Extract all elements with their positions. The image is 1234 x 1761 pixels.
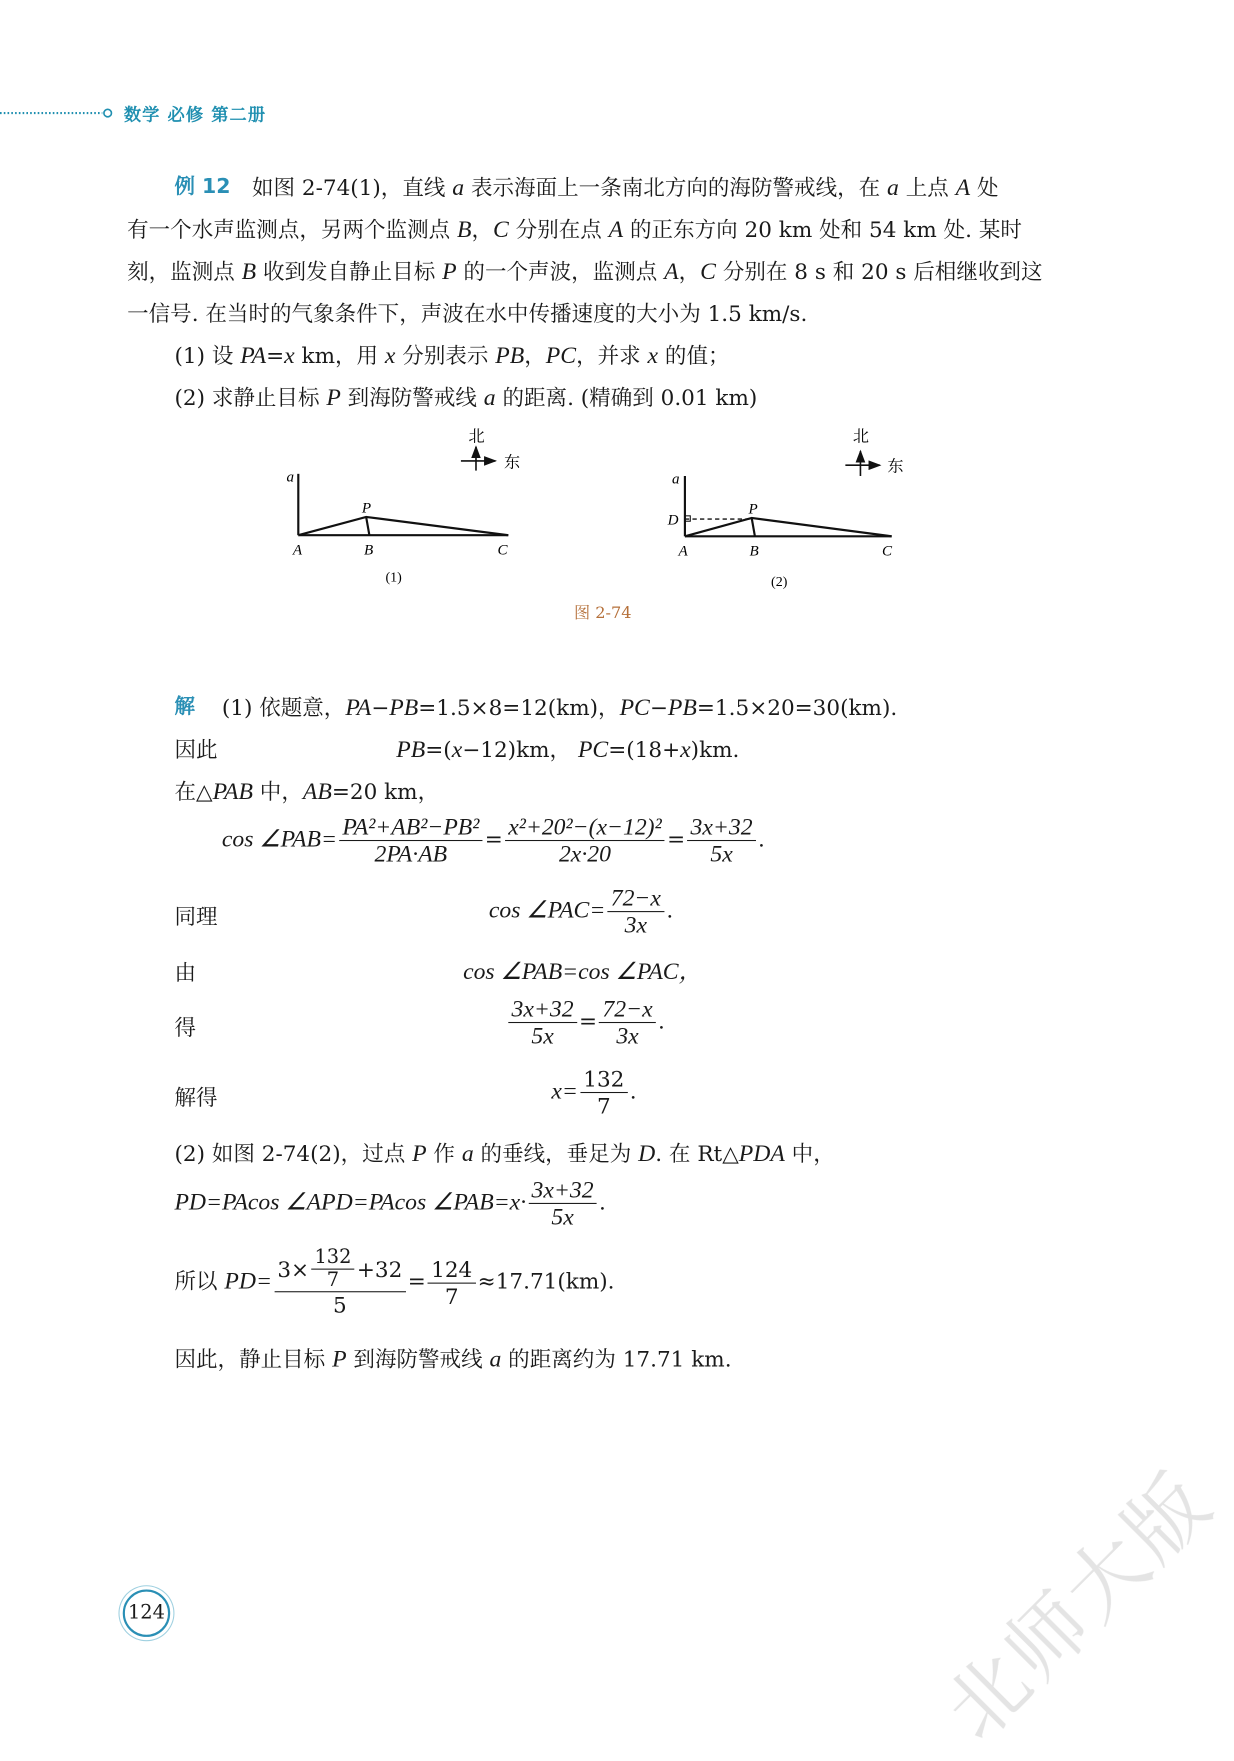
math-symbol: AB (302, 777, 332, 805)
numerator: 3x+32 (528, 1177, 597, 1204)
text-label: 所以 (174, 1268, 225, 1294)
solution-line (222, 690, 897, 721)
math-symbol: x (451, 735, 463, 763)
text-segment: 的值； (658, 342, 730, 369)
text-label: 由 (174, 959, 196, 986)
text-label: 同理 (174, 903, 218, 930)
math-symbol: PC (619, 693, 650, 721)
text-segment: = (266, 342, 285, 369)
fraction (580, 1066, 628, 1119)
text-segment: 的正东方向 20 km 处和 54 km 处. 某时 (623, 216, 1022, 243)
denominator: 5x (710, 839, 733, 867)
math-symbol: a (489, 1345, 502, 1372)
text-segment: 中， (784, 1140, 835, 1167)
label-D: D (667, 512, 679, 529)
east-label: 东 (503, 454, 521, 472)
text-segment: (2) 如图 2-74(2)，过点 (174, 1140, 413, 1167)
cos-pab: cos ∠PAB= (221, 824, 337, 852)
numerator: 72−x (599, 996, 656, 1023)
solution-line (174, 774, 439, 805)
subfigure-label-1: (1) (385, 570, 402, 586)
fraction (505, 814, 665, 867)
pd-expression: PD=PAcos ∠APD=PAcos ∠PAB=x· (174, 1187, 527, 1215)
math-symbol: A (608, 215, 624, 243)
text-segment: (1) 设 (174, 342, 241, 369)
figure-1 (298, 474, 508, 535)
numerator: x²+20²−(x−12)² (505, 814, 665, 841)
equality: cos ∠PAB=cos ∠PAC， (463, 957, 703, 985)
label-A: A (292, 542, 303, 559)
header-dotted-line (0, 106, 118, 121)
text-segment: 如图 2-74(1)，直线 (251, 174, 453, 201)
math-symbol: a (483, 383, 496, 411)
x-result: x= $\frac{132}{7}$ . (551, 1066, 637, 1119)
denominator: 3x (624, 911, 647, 938)
numerator: 132 (311, 1247, 354, 1270)
compass-icon-1 (461, 447, 495, 471)
fraction (687, 814, 756, 867)
cos-pac: cos ∠PAC= (488, 895, 606, 923)
text-segment: =1.5×20=30(km). (696, 694, 898, 721)
denominator: 5x (551, 1202, 574, 1230)
text-segment: 的距离. (精确到 0.01 km) (495, 384, 758, 411)
fraction (508, 996, 577, 1049)
text-segment: ， (471, 216, 494, 243)
text-segment: 表示海面上一条南北方向的海防警戒线，在 (464, 174, 888, 201)
text-segment: km，用 (294, 342, 385, 369)
east-label: 东 (887, 458, 904, 476)
text-segment: 因此，静止目标 (174, 1346, 333, 1372)
north-label: 北 (852, 428, 870, 446)
math-symbol: x (647, 341, 659, 369)
math-symbol: PC (577, 735, 609, 763)
text-segment: 分别在点 (508, 216, 609, 243)
text-segment: (1) 依题意， (221, 694, 346, 721)
denominator: 2PA·AB (374, 839, 448, 867)
solution-label: 解 (174, 694, 195, 719)
denominator: 7 (596, 1093, 611, 1119)
math-symbol: D (638, 1139, 656, 1167)
figure-caption: 图 2-74 (573, 603, 632, 623)
denominator: 5 (332, 1292, 347, 1319)
math-symbol: A (664, 257, 679, 285)
math-symbol: PC (545, 341, 577, 369)
numerator-part: +32 (356, 1256, 403, 1283)
segment-PB (366, 517, 369, 535)
text-label: 因此 (174, 736, 218, 763)
math-symbol: B (456, 215, 472, 243)
numerator (274, 1247, 405, 1292)
watermark: 北师大版 (927, 1454, 1231, 1758)
text-segment: 刻，监测点 (127, 258, 242, 285)
cos-pab-equation: cos ∠PAB= $\frac{\text{PA²+AB²−PB²}}{2PA\cdot AB}$ = $\frac{\text{x²+20²−(x−12)²}}{2x\cdot 20}$ = $\frac{3x+32}{5x}$ . (221, 813, 765, 867)
figure-2 (685, 476, 892, 536)
text-segment: =(18+ (608, 736, 681, 763)
text-segment: 分别在 8 s 和 20 s 后相继收到这 (715, 258, 1043, 285)
math-symbol: C (700, 257, 716, 285)
problem-line (127, 212, 1022, 243)
text-segment: − (649, 694, 668, 721)
label-a: a (671, 471, 680, 488)
text-segment: 作 (426, 1140, 462, 1167)
text-segment: 到海防警戒线 (346, 1346, 490, 1372)
numerator: PA²+AB²−PB² (339, 814, 483, 841)
math-symbol: C (493, 215, 509, 243)
math-symbol: P (326, 383, 341, 411)
north-label: 北 (468, 428, 485, 446)
math-symbol: PB (667, 693, 697, 721)
text-segment: 分别表示 (395, 342, 496, 369)
label-P: P (748, 501, 758, 518)
numerator: 3x+32 (508, 996, 577, 1023)
problem-question-2 (174, 380, 757, 411)
math-symbol: a (452, 173, 465, 201)
math-symbol: A (955, 173, 971, 201)
denominator: 7 (326, 1268, 340, 1292)
ratio-equation: $\frac{3x+32}{5x}$ = $\frac{72-x}{3x}$ . (506, 996, 665, 1049)
math-symbol: a (461, 1139, 474, 1167)
math-symbol: PA (345, 693, 372, 721)
text-segment: 到海防警戒线 (340, 384, 484, 411)
math-symbol: B (241, 257, 257, 285)
label-P: P (361, 500, 372, 517)
text-label: 得 (174, 1014, 196, 1041)
label-B: B (749, 543, 759, 560)
text-segment: =20 km， (331, 778, 440, 805)
math-symbol: PB (389, 693, 419, 721)
denominator: 5x (531, 1021, 554, 1049)
denominator: 3x (616, 1021, 639, 1049)
text-segment: 中， (252, 778, 303, 805)
fraction (274, 1247, 405, 1318)
fraction (607, 885, 664, 938)
text-segment: )km. (690, 736, 740, 763)
pd-equals: PD= (224, 1266, 272, 1294)
text-segment: 在△ (174, 778, 213, 805)
compass-icon-2 (845, 451, 879, 476)
text-segment: ， (678, 258, 701, 285)
header-title: 数学 必修 第二册 (123, 104, 267, 125)
numerator: 124 (428, 1256, 476, 1283)
math-symbol: x (384, 341, 396, 369)
cos-pac-equation: cos ∠PAC= $\frac{72-x}{3x}$ . (488, 884, 674, 938)
text-segment: 处 (970, 174, 999, 201)
denominator: 7 (444, 1283, 459, 1309)
math-symbol: P (332, 1345, 347, 1372)
text-segment: . 在 Rt△ (655, 1140, 739, 1167)
label-a: a (286, 469, 294, 486)
text-segment: − (371, 694, 390, 721)
text-label: 解得 (174, 1084, 218, 1111)
numerator: 132 (580, 1066, 628, 1093)
segments-AP-PC (298, 517, 508, 535)
text-segment: 有一个水声监测点，另两个监测点 (127, 216, 457, 243)
problem-line (127, 296, 807, 327)
problem-line (252, 170, 999, 201)
pd-result: 所以 PD= 3× $\frac{132}{7}$ +32 5 = $\frac{124}{7}$ ≈17.71(km). (174, 1245, 615, 1319)
figure-2-74 (269, 420, 937, 603)
label-C: C (497, 542, 508, 559)
solution-line (174, 1136, 834, 1167)
math-symbol: PAB (212, 777, 253, 805)
text-segment: 上点 (898, 174, 956, 201)
problem-question-1 (174, 338, 729, 369)
text-segment: 收到发自静止目标 (256, 258, 443, 285)
text-segment: =1.5×8=12(km)， (418, 694, 620, 721)
text-segment: 一信号. 在当时的气象条件下，声波在水中传播速度的大小为 1.5 km/s. (127, 300, 808, 327)
numerator: 3x+32 (687, 814, 756, 841)
label-A: A (678, 543, 688, 560)
text-segment: 的一个声波，监测点 (456, 258, 665, 285)
page-number: 124 (123, 1590, 170, 1637)
numerator-part: 3× (277, 1256, 310, 1283)
subfigure-label-2: (2) (771, 574, 788, 590)
text-segment: 的垂线，垂足为 (473, 1140, 639, 1167)
text-segment: (2) 求静止目标 (174, 384, 327, 411)
math-symbol: P (412, 1139, 427, 1167)
fraction (339, 814, 483, 867)
pd-equation: PD=PAcos ∠APD=PAcos ∠PAB=x· $\frac{3x+32}{5x}$ . (174, 1175, 606, 1230)
denominator: 2x·20 (558, 839, 611, 867)
x-equals: x= (551, 1076, 578, 1104)
math-symbol: PA (240, 341, 267, 369)
math-symbol: P (442, 257, 457, 285)
text-segment: =( (425, 736, 452, 763)
numerator: 72−x (607, 885, 664, 912)
conclusion (174, 1342, 731, 1373)
math-symbol: x (680, 735, 691, 763)
text-segment: ，并求 (576, 342, 648, 369)
fraction (528, 1177, 597, 1230)
label-C: C (881, 543, 893, 560)
example-label: 例 12 (174, 174, 231, 199)
math-symbol: PB (396, 735, 426, 763)
math-symbol: a (887, 173, 899, 201)
math-symbol: PB (495, 341, 525, 369)
problem-line (127, 254, 1042, 285)
text-segment: −12)km， (462, 736, 578, 763)
text-segment: ， (524, 342, 546, 369)
approx-value: ≈17.71(km). (477, 1268, 615, 1294)
label-B: B (363, 542, 374, 559)
math-symbol: PDA (738, 1139, 785, 1167)
solution-line (396, 732, 739, 763)
math-symbol: x (284, 341, 295, 369)
fraction (599, 996, 656, 1049)
text-segment: 的距离约为 17.71 km. (501, 1346, 732, 1372)
fraction (428, 1256, 476, 1309)
inner-fraction (311, 1247, 354, 1291)
